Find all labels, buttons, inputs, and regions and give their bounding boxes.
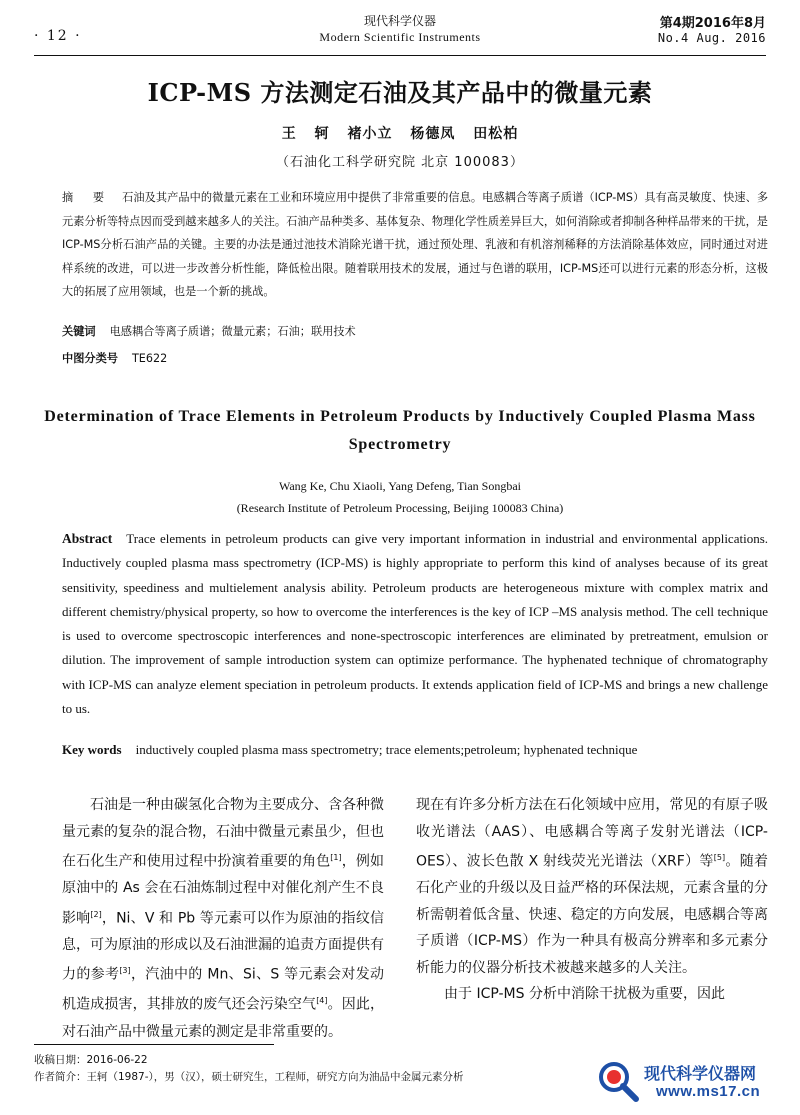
citation-ref[interactable]: [1] xyxy=(330,853,342,862)
paper-title-cn: ICP-MS 方法测定石油及其产品中的微量元素 xyxy=(147,78,653,107)
keywords-cn xyxy=(62,323,356,339)
watermark-name: 现代科学仪器网 xyxy=(644,1064,757,1083)
citation-ref[interactable]: [3] xyxy=(119,966,131,976)
magnifier-logo-icon xyxy=(596,1059,640,1103)
issue-cn: 第4期2016年8月 xyxy=(659,16,766,31)
abstract-cn-label: 摘 要 xyxy=(62,191,113,204)
abstract-en-label: Abstract xyxy=(62,531,113,546)
clc-number xyxy=(62,350,167,366)
authors-en: Wang Ke, Chu Xiaoli, Yang Defeng, Tian Songbai xyxy=(278,479,522,493)
keywords-en xyxy=(62,742,637,758)
clc-value: TE622 xyxy=(131,352,168,365)
keywords-en-label: Key words xyxy=(62,742,122,757)
abstract-cn-text: 石油及其产品中的微量元素在工业和环境应用中提供了非常重要的信息。电感耦合等离子质谱（ICP-MS）具有高灵敏度、快速、多元素分析等特点因而受到越来越多人的关注。石油产品种类多、基体复杂、物理化学性质差异巨大，如何消除或者抑制各种样品带来的干扰，是ICP-MS分析石油产品的关键。主要的办法是通过池技术消除光谱干扰，通过预处理、乳液和有机溶剂稀释的方法消除基体效应，同时通过对进样系统的改进，可以进一步改善分析性能，降低检出限。随着联用技术的发展，通过与色谱的联用，ICP-MS还可以进行元素的形态分析，这极大的拓展了应用领域，也是一个新的挑战。 xyxy=(62,191,769,299)
citation-ref[interactable]: [2] xyxy=(90,909,102,919)
citation-ref[interactable]: [5] xyxy=(713,853,726,862)
page-number: · 12 · xyxy=(34,28,82,44)
journal-name-cn: 现代科学仪器 xyxy=(363,14,436,28)
received-date: 收稿日期：2016-06-22 xyxy=(34,1054,148,1066)
footnote-rule xyxy=(34,1044,274,1045)
abstract-en-text: Trace elements in petroleum products can give very important information in industrial and environmental applications. Inductively coupled plasma mass spectrometry (ICP-MS) is highly appropriate to perform this kind of analyses because of its great sensitivity, speediness and multielement analysis ability. Petroleum products are heterogeneous mixture with complex matrix and different chemistry/physical property, so how to overcome the interferences is the key of ICP –MS analysis method. The cell technique is used to overcome spectroscopic interferences and none-spectroscopic interferences are eliminated by pretreatment, emulsion or dilution. The improvement of sample introduction system can optimize performance. The hyphenated technique of chromatography with ICP-MS can analyze element speciation in petroleum products. It extends application field of ICP-MS and brings a new challenge to us. xyxy=(62,531,768,717)
body-paragraph: 由于 ICP-MS 分析中消除干扰极为重要，因此 xyxy=(444,986,725,1003)
affiliation-cn: （石油化工科学研究院 北京 100083） xyxy=(276,155,524,170)
watermark[interactable] xyxy=(596,1057,786,1103)
paper-title-en: Determination of Trace Elements in Petroleum Products by Inductively Coupled Plasma Mass Spectrometry xyxy=(44,408,756,453)
keywords-cn-text: 电感耦合等离子质谱；微量元素；石油；联用技术 xyxy=(109,325,356,338)
clc-label: 中图分类号 xyxy=(62,352,118,365)
header-rule xyxy=(34,55,766,56)
citation-ref[interactable]: [4] xyxy=(316,996,328,1006)
body-column-right xyxy=(416,792,768,1008)
author-bio: 作者简介：王轲（1987-），男（汉），硕士研究生，工程师，研究方向为油品中金属元素分析 xyxy=(34,1071,464,1083)
body-paragraph: 现在有许多分析方法在石化领域中应用，常见的有原子吸收光谱法（AAS）、电感耦合等离子发射光谱法（ICP-OES）、波长色散 X 射线荧光光谱法（XRF）等[5]。随着石化产业的升级以及日益严格的环保法规，元素含量的分析需朝着低含量、快速、稳定的方向发展，电感耦合等离子质谱（ICP-MS）作为一种具有极高分辨率和多元素分析能力的仪器分析技术被越来越多的人关注。 xyxy=(416,797,768,976)
keywords-cn-label: 关键词 xyxy=(62,325,96,338)
abstract-en xyxy=(62,527,768,721)
body-paragraph: 石油是一种由碳氢化合物为主要成分、含各种微量元素的复杂的混合物，石油中微量元素虽少，但也在石化生产和使用过程中扮演着重要的角色[1]，例如原油中的 As 会在石油炼制过程中对催化剂产生不良影响[2]，Ni、V 和 Pb 等元素可以作为原油的指纹信息，可为原油的形成以及石油泄漏的追责方面提供有力的参考[3]，汽油中的 Mn、Si、S 等元素会对发动机造成损害，其排放的废气还会污染空气[4]。因此，对石油产品中微量元素的测定是非常重要的。 xyxy=(62,797,385,1040)
issue-en: No.4 Aug. 2016 xyxy=(657,31,766,45)
abstract-cn xyxy=(62,186,768,304)
watermark-url: www.ms17.cn xyxy=(656,1083,761,1100)
journal-name-en: Modern Scientific Instruments xyxy=(319,30,481,44)
authors-cn: 王 轲 褚小立 杨德凤 田松柏 xyxy=(281,126,519,142)
affiliation-en: (Research Institute of Petroleum Processing, Beijing 100083 China) xyxy=(236,501,564,515)
keywords-en-text: inductively coupled plasma mass spectrometry; trace elements;petroleum; hyphenated technique xyxy=(135,742,638,757)
body-column-left xyxy=(62,792,384,1045)
